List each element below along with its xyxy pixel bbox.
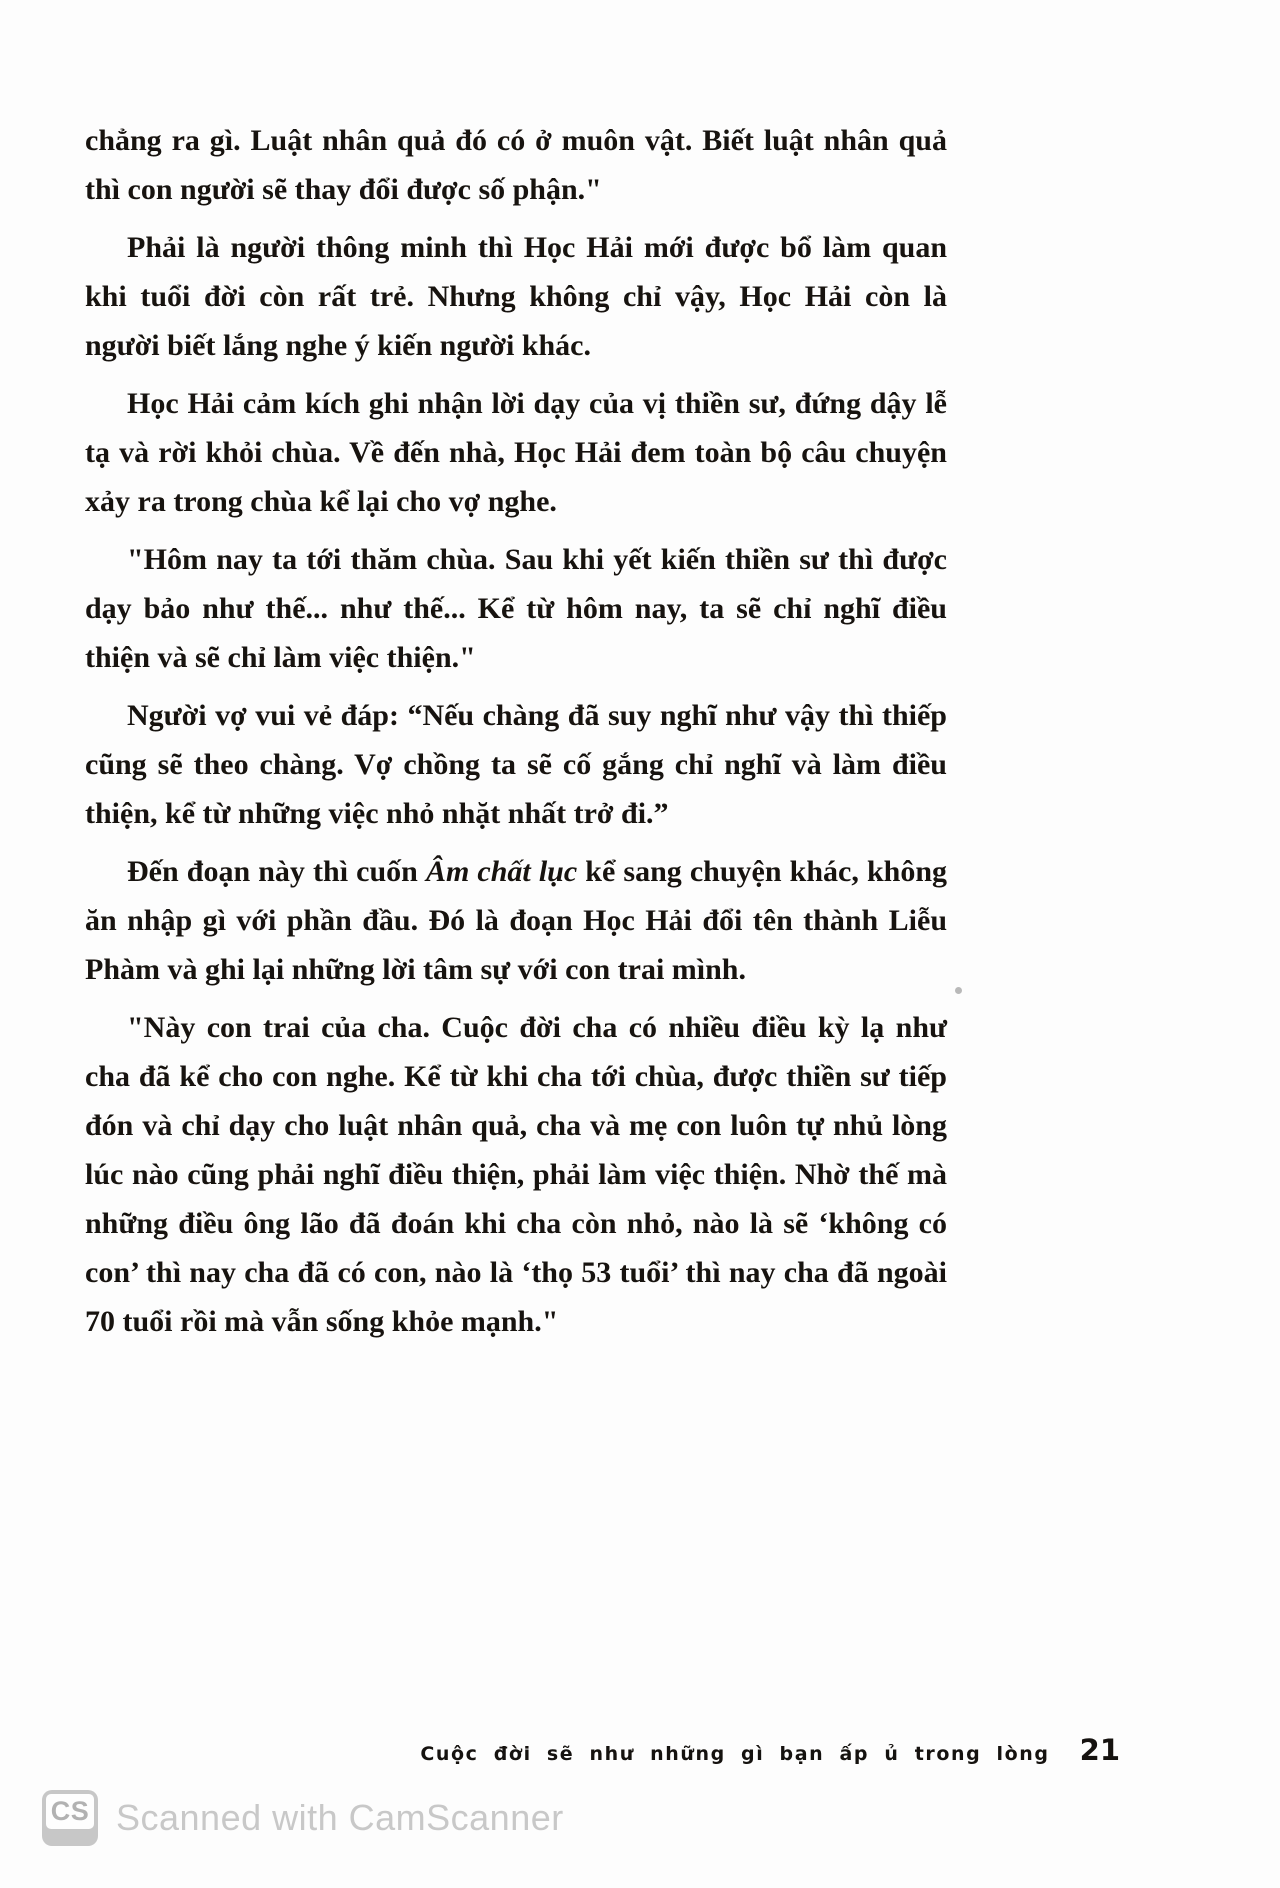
camscanner-watermark (42, 1790, 564, 1846)
paragraph (85, 847, 947, 994)
paragraph (85, 691, 947, 838)
page-body (85, 116, 947, 1355)
paragraph-text: Phải là người thông minh thì Học Hải mới được bổ làm quan khi tuổi đời còn rất trẻ. Nhưng không chỉ vậy, Học Hải còn là người biết lắng nghe ý kiến người khác. (85, 231, 947, 362)
paragraph-text: Học Hải cảm kích ghi nhận lời dạy của vị thiền sư, đứng dậy lễ tạ và rời khỏi chùa. Về đến nhà, Học Hải đem toàn bộ câu chuyện xảy ra trong chùa kể lại cho vợ nghe. (85, 387, 947, 518)
page-footer (0, 1733, 1120, 1767)
paragraph-text: "Này con trai của cha. Cuộc đời cha có nhiều điều kỳ lạ như cha đã kể cho con nghe. Kể từ khi cha tới chùa, được thiền sư tiếp đón và chỉ dạy cho luật nhân quả, cha và mẹ con luôn tự nhủ lòng lúc nào cũng phải nghĩ điều thiện, phải làm việc thiện. Nhờ thế mà những điều ông lão đã đoán khi cha còn nhỏ, nào là sẽ ‘không có con’ thì nay cha đã có con, nào là ‘thọ 53 tuổi’ thì nay cha đã ngoài 70 tuổi rồi mà vẫn sống khỏe mạnh." (85, 1011, 947, 1338)
paragraph-text: "Hôm nay ta tới thăm chùa. Sau khi yết kiến thiền sư thì được dạy bảo như thế... như thế... Kể từ hôm nay, ta sẽ chỉ nghĩ điều thiện và sẽ chỉ làm việc thiện." (85, 543, 947, 674)
running-title: Cuộc đời sẽ như những gì bạn ấp ủ trong lòng (420, 1743, 1050, 1765)
scan-artifact-dot (955, 987, 962, 994)
camscanner-logo-icon (42, 1790, 98, 1846)
page-number: 21 (1079, 1733, 1120, 1767)
paragraph (85, 223, 947, 370)
book-title-italic: Âm chất lục (425, 855, 578, 888)
camscanner-logo-text: CS (46, 1794, 94, 1829)
paragraph (85, 535, 947, 682)
paragraph-text: Đến đoạn này thì cuốn (127, 855, 426, 888)
paragraph-text: Người vợ vui vẻ đáp: “Nếu chàng đã suy nghĩ như vậy thì thiếp cũng sẽ theo chàng. Vợ chồng ta sẽ cố gắng chỉ nghĩ và làm điều thiện, kể từ những việc nhỏ nhặt nhất trở đi.” (85, 699, 947, 830)
paragraph-text: kể sang chuyện khác, không ăn nhập gì với phần đầu. Đó là đoạn Học Hải đổi tên thành Liễu Phàm và ghi lại những lời tâm sự với con trai mình. (85, 855, 947, 986)
paragraph (85, 1003, 947, 1346)
watermark-label: Scanned with CamScanner (116, 1797, 564, 1838)
paragraph-text: chẳng ra gì. Luật nhân quả đó có ở muôn vật. Biết luật nhân quả thì con người sẽ thay đổi được số phận." (85, 124, 947, 206)
paragraph (85, 116, 947, 214)
paragraph (85, 379, 947, 526)
